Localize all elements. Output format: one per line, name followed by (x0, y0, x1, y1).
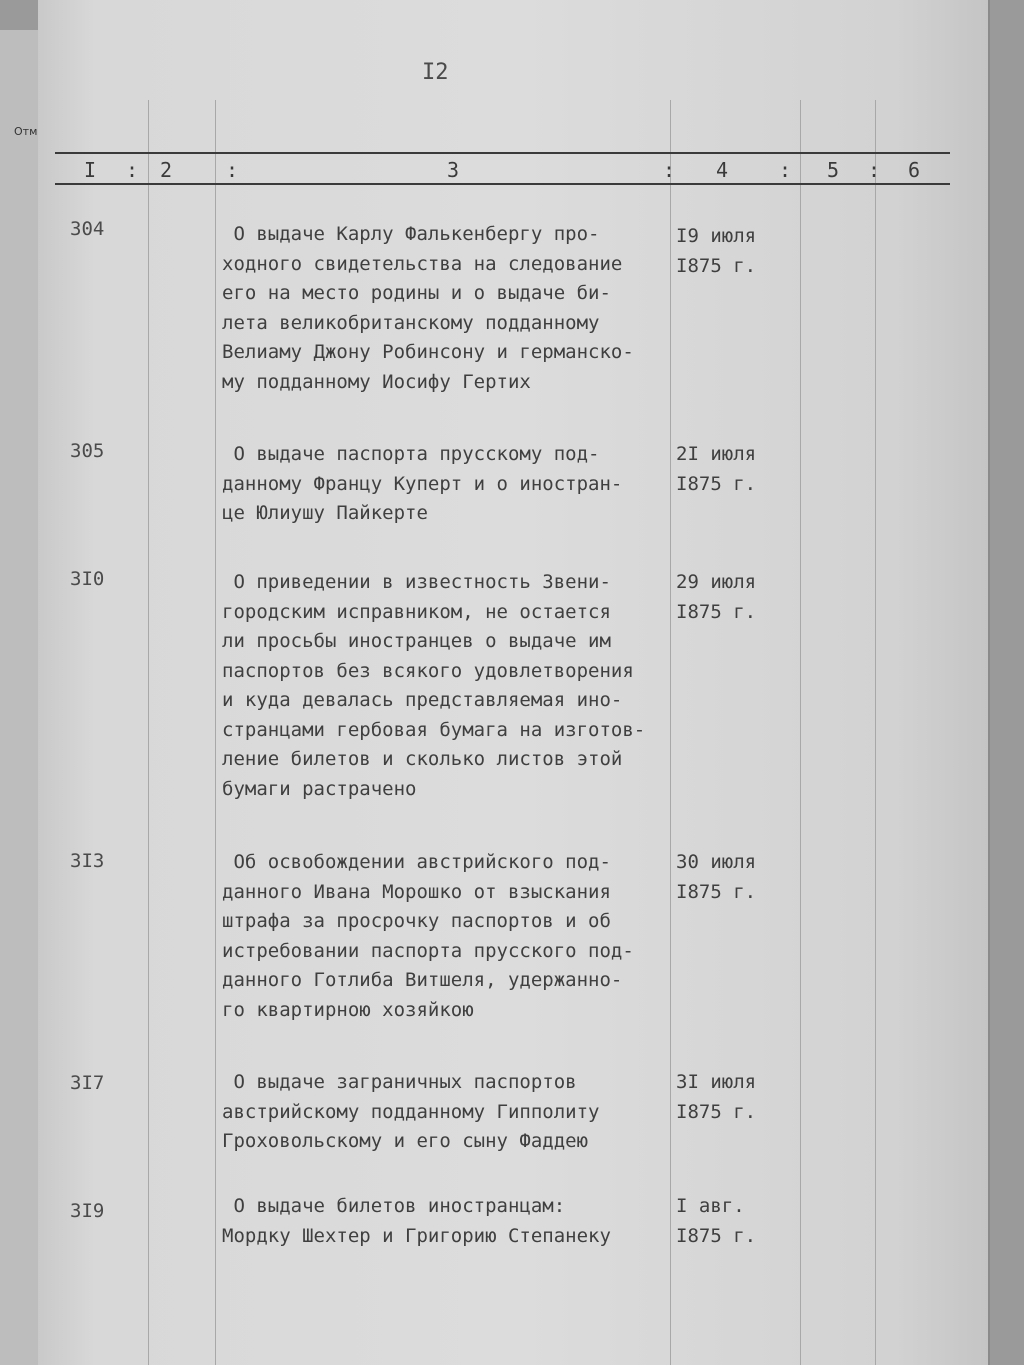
column-divider (800, 100, 801, 1365)
entry-number: 305 (70, 440, 105, 462)
entry-number: 304 (70, 218, 105, 240)
header-bottom-rule (55, 183, 950, 185)
column-number: 6 (908, 158, 921, 182)
entry-date: 29 июля I875 г. (676, 571, 757, 623)
entry-number: 3I3 (70, 850, 105, 872)
column-number: 3 (447, 158, 460, 182)
column-separator: : (779, 158, 792, 182)
entry-description: О выдаче паспорта прусскому под- данному Францу Куперт и о иностран- це Юлиушу Пайкерте (222, 443, 623, 524)
column-divider (215, 100, 216, 1365)
page-number: I2 (422, 60, 449, 85)
column-number: I (84, 158, 97, 182)
column-number: 4 (716, 158, 729, 182)
entry-number: 3I7 (70, 1072, 105, 1094)
entry-number: 3I0 (70, 568, 105, 590)
column-divider (148, 100, 149, 1365)
entry-date: I9 июля I875 г. (676, 225, 757, 277)
entry-description: О выдаче билетов иностранцам: Мордку Шехтер и Григорию Степанеку (222, 1195, 611, 1247)
entry-description: Об освобождении австрийского под- данного Ивана Морошко от взыскания штрафа за просрочку паспортов и об истребовании паспорта прусского под- данного Готлиба Витшеля, удержанно- го квартирною хозяйкою (222, 851, 634, 1021)
column-divider (875, 100, 876, 1365)
entry-description: О выдаче заграничных паспортов австрийскому подданному Гипполиту Гроховольскому и его сыну Фаддею (222, 1071, 600, 1152)
underlying-page-label: Отм (14, 125, 38, 138)
entry-description: О приведении в известность Звени- городским исправником, не остается ли просьбы иностранцев о выдаче им паспортов без всякого удовлетворения и куда девалась представляемая ино- странцами гербовая бумага на изготов- ление билетов и сколько листов этой бумаги растрачено (222, 571, 646, 800)
column-number: 5 (827, 158, 840, 182)
entry-description: О выдаче Карлу Фалькенбергу про- ходного свидетельства на следование его на место родины и о выдаче би- лета великобританскому подданному Велиаму Джону Робинсону и германско- му подданному Иосифу Гертих (222, 223, 634, 393)
entry-date: 2I июля I875 г. (676, 443, 757, 495)
entry-date: 3I июля I875 г. (676, 1071, 757, 1123)
entry-number: 3I9 (70, 1200, 105, 1222)
entry-date: I авг. I875 г. (676, 1195, 757, 1247)
header-top-rule (55, 152, 950, 154)
entry-date: 30 июля I875 г. (676, 851, 757, 903)
column-separator: : (226, 158, 239, 182)
column-separator: : (868, 158, 881, 182)
column-separator: : (663, 158, 676, 182)
page-edge-shadow (988, 0, 990, 1365)
column-number: 2 (160, 158, 173, 182)
column-separator: : (126, 158, 139, 182)
